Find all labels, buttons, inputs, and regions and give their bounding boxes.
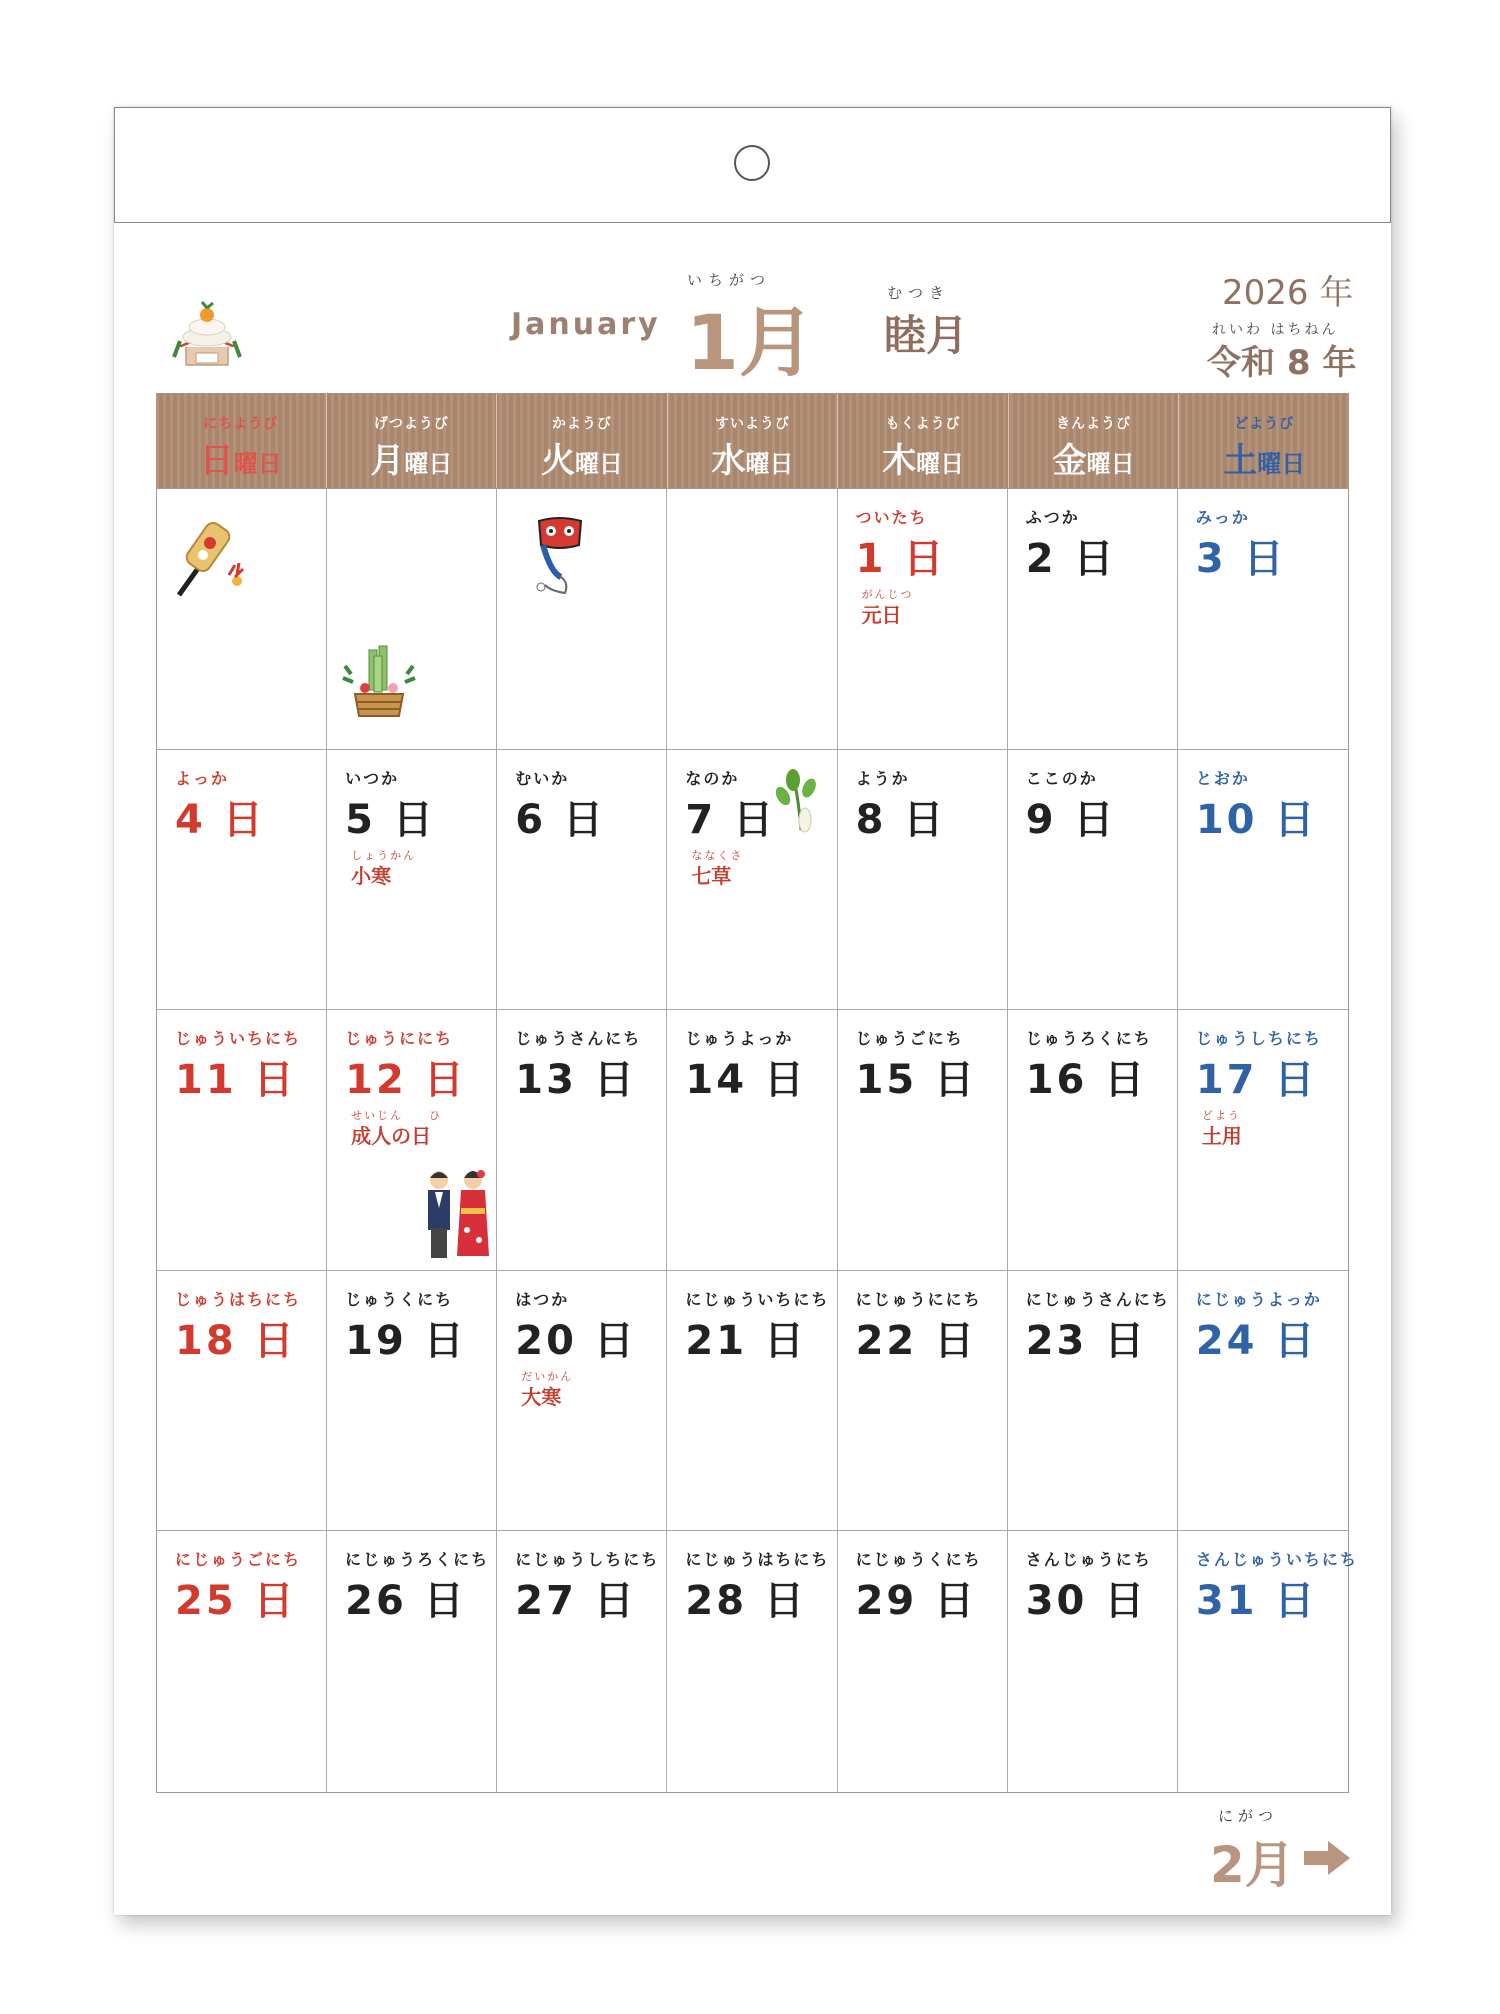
day-reading: ついたち (855, 508, 928, 527)
weekday-label (497, 433, 667, 482)
day-cell[interactable] (157, 750, 327, 1011)
day-cell[interactable] (497, 1531, 667, 1792)
day-reading: じゅうはちにち (175, 1289, 302, 1309)
day-cell[interactable] (497, 1010, 667, 1271)
day-number: 9 日 (1025, 796, 1117, 843)
weekday-header-6 (1179, 393, 1349, 488)
day-cell[interactable] (497, 750, 667, 1011)
month-ruby: いちがつ (687, 271, 772, 289)
day-reading: むいか (515, 768, 570, 788)
weekday-suffix: 曜日 (916, 450, 965, 478)
day-cell[interactable] (1178, 1010, 1348, 1271)
day-reading: じゅうさんにち (515, 1029, 642, 1049)
day-number: 23 日 (1025, 1317, 1148, 1364)
weekday-header-0 (156, 393, 327, 488)
day-number: 26 日 (345, 1578, 467, 1625)
event-ruby: ななくさ (691, 848, 744, 862)
day-number: 13 日 (515, 1057, 637, 1104)
day-cell[interactable] (667, 1010, 837, 1271)
day-cell[interactable] (1178, 489, 1348, 750)
day-reading: にじゅうごにち (175, 1550, 302, 1570)
day-number: 14 日 (685, 1057, 808, 1104)
day-reading: さんじゅうにち (1025, 1550, 1152, 1570)
day-cell[interactable] (1178, 750, 1348, 1011)
weekday-label (838, 433, 1008, 482)
day-reading: にじゅうろくにち (345, 1550, 490, 1570)
weekday-suffix: 曜日 (233, 450, 282, 478)
weekday-kanji: 金 (1052, 441, 1087, 481)
day-cell[interactable] (1008, 1010, 1178, 1271)
weekday-ruby: きんようび (1056, 416, 1132, 432)
month-number: 1月 (686, 298, 815, 387)
day-reading: にじゅうよっか (1195, 1289, 1322, 1309)
weekday-header-2 (497, 393, 668, 488)
era-label: 令和 8 年 (1207, 343, 1357, 383)
day-reading: ようか (855, 768, 910, 788)
weekday-ruby: かようび (551, 416, 612, 432)
day-reading: じゅうろくにち (1025, 1029, 1152, 1049)
day-cell[interactable] (838, 1271, 1008, 1532)
day-cell[interactable] (1008, 750, 1178, 1011)
weekday-kanji: 火 (540, 441, 575, 481)
hanging-hole-icon (734, 145, 770, 181)
day-cell[interactable] (327, 1271, 497, 1532)
weekday-header-4 (838, 393, 1009, 488)
day-number: 24 日 (1195, 1317, 1318, 1364)
day-cell[interactable] (838, 1010, 1008, 1271)
day-reading: なのか (685, 768, 740, 788)
day-cell[interactable] (838, 750, 1008, 1011)
day-number: 2 日 (1025, 536, 1117, 582)
day-cell[interactable] (1008, 1271, 1178, 1532)
event-label: 七草 (691, 863, 732, 888)
day-number: 7 日 (685, 796, 777, 843)
kite-icon (521, 515, 599, 601)
event-ruby: だいかん (521, 1369, 574, 1383)
era-ruby: れいわ はちねん (1212, 322, 1339, 338)
weekday-header-3 (668, 393, 839, 488)
day-number: 17 日 (1195, 1057, 1318, 1104)
day-number: 28 日 (685, 1578, 808, 1625)
month-english: January (511, 307, 661, 342)
event-ruby: しょうかん (351, 848, 417, 862)
empty-day-cell (157, 489, 327, 750)
day-number: 16 日 (1025, 1057, 1148, 1104)
empty-day-cell (327, 489, 497, 750)
day-cell[interactable] (157, 1531, 327, 1792)
day-number: 1 日 (855, 536, 947, 582)
weekday-suffix: 曜日 (574, 450, 623, 478)
day-number: 11 日 (175, 1057, 297, 1104)
weekday-ruby: にちようび (203, 416, 279, 432)
weekday-suffix: 曜日 (1257, 450, 1306, 478)
kadomatsu-icon (341, 644, 417, 724)
empty-day-cell (497, 489, 667, 750)
arrow-right-icon[interactable] (1304, 1841, 1350, 1875)
day-number: 29 日 (855, 1578, 978, 1625)
next-month-ruby: にがつ (1218, 1807, 1279, 1825)
day-cell[interactable] (497, 1271, 667, 1532)
weekday-header-5 (1009, 393, 1180, 488)
weekday-suffix: 曜日 (404, 450, 453, 478)
weekday-ruby: どようび (1234, 416, 1295, 432)
weekday-ruby: げつようび (373, 416, 449, 432)
day-number: 22 日 (855, 1317, 978, 1364)
day-number: 18 日 (175, 1317, 297, 1364)
calendar-grid (156, 488, 1358, 1793)
day-cell[interactable] (327, 1010, 497, 1271)
day-number: 4 日 (175, 796, 266, 843)
event-label: 大寒 (521, 1384, 562, 1409)
day-number: 20 日 (515, 1317, 637, 1364)
weekday-kanji: 土 (1223, 441, 1258, 481)
day-number: 19 日 (345, 1317, 467, 1364)
coming-of-age-icon (423, 1168, 493, 1264)
day-number: 27 日 (515, 1578, 637, 1625)
day-reading: よっか (175, 768, 230, 788)
event-label: 元日 (861, 603, 902, 627)
day-number: 5 日 (345, 796, 436, 843)
day-reading: にじゅうくにち (855, 1550, 982, 1570)
day-reading: じゅうくにち (345, 1289, 454, 1309)
weekday-kanji: 月 (370, 441, 405, 481)
day-number: 10 日 (1195, 796, 1318, 843)
weekday-label (327, 433, 497, 482)
day-reading: じゅういちにち (175, 1029, 302, 1049)
day-number: 6 日 (515, 796, 607, 843)
day-reading: さんじゅういちにち (1195, 1550, 1358, 1570)
day-number: 31 日 (1195, 1578, 1318, 1625)
day-cell[interactable] (667, 1271, 837, 1532)
day-number: 25 日 (175, 1578, 297, 1625)
weekday-header-row (156, 393, 1349, 488)
day-reading: じゅうごにち (855, 1029, 964, 1049)
day-reading: ここのか (1025, 768, 1098, 788)
day-cell[interactable] (327, 1531, 497, 1792)
day-cell[interactable] (1008, 1531, 1178, 1792)
weekday-kanji: 日 (199, 441, 234, 481)
day-reading: にじゅうしちにち (515, 1550, 660, 1570)
day-reading: にじゅうさんにち (1025, 1289, 1170, 1309)
day-number: 8 日 (855, 796, 947, 843)
month-old-name-ruby: むつき (887, 284, 951, 302)
event-label: 成人の日 (351, 1124, 432, 1149)
day-reading: じゅうににち (345, 1029, 454, 1049)
hanging-strip (114, 107, 1391, 223)
event-ruby: せいじん ひ (351, 1109, 443, 1123)
event-ruby: どよう (1201, 1109, 1241, 1123)
hagoita-icon (177, 519, 247, 603)
weekday-label (1179, 433, 1349, 482)
day-number: 30 日 (1025, 1578, 1148, 1625)
day-reading: にじゅうににち (855, 1289, 982, 1309)
day-reading: じゅうしちにち (1195, 1029, 1322, 1049)
weekday-label (1009, 433, 1179, 482)
weekday-kanji: 水 (711, 441, 746, 481)
weekday-label (668, 433, 838, 482)
weekday-suffix: 曜日 (1086, 450, 1135, 478)
day-cell[interactable] (1178, 1531, 1358, 1792)
day-cell[interactable] (1178, 1271, 1348, 1532)
day-reading: とおか (1195, 768, 1250, 788)
day-cell[interactable] (838, 1531, 1008, 1792)
month-old-name: 睦月 (884, 311, 969, 360)
day-cell[interactable] (157, 1010, 327, 1271)
weekday-suffix: 曜日 (745, 450, 794, 478)
day-cell[interactable] (667, 750, 837, 1011)
day-reading: じゅうよっか (685, 1029, 794, 1049)
day-reading: いつか (345, 768, 400, 788)
event-label: 土用 (1201, 1124, 1242, 1149)
day-cell[interactable] (838, 489, 1008, 750)
day-cell[interactable] (667, 1531, 837, 1792)
day-number: 12 日 (345, 1057, 467, 1104)
next-month-label[interactable]: 2月 (1210, 1836, 1295, 1894)
day-cell[interactable] (1008, 489, 1178, 750)
empty-day-cell (667, 489, 837, 750)
day-cell[interactable] (157, 1271, 327, 1532)
weekday-label (156, 433, 326, 482)
weekday-kanji: 木 (882, 441, 917, 481)
day-reading: みっか (1195, 508, 1250, 527)
event-label: 小寒 (351, 863, 392, 888)
day-number: 21 日 (685, 1317, 808, 1364)
event-ruby: がんじつ (861, 588, 914, 601)
day-number: 3 日 (1195, 536, 1287, 582)
herb-icon (771, 764, 831, 838)
weekday-ruby: すいようび (715, 416, 791, 432)
calendar-sheet (114, 107, 1391, 1915)
day-reading: にじゅういちにち (685, 1289, 830, 1309)
year-label: 2026 年 (1222, 273, 1354, 313)
day-reading: ふつか (1025, 508, 1080, 527)
weekday-ruby: もくようび (885, 416, 961, 432)
day-cell[interactable] (327, 750, 497, 1011)
kagami-mochi-icon (172, 297, 242, 369)
day-reading: にじゅうはちにち (685, 1550, 830, 1570)
day-number: 15 日 (855, 1057, 978, 1104)
day-reading: はつか (515, 1289, 570, 1309)
weekday-header-1 (327, 393, 498, 488)
